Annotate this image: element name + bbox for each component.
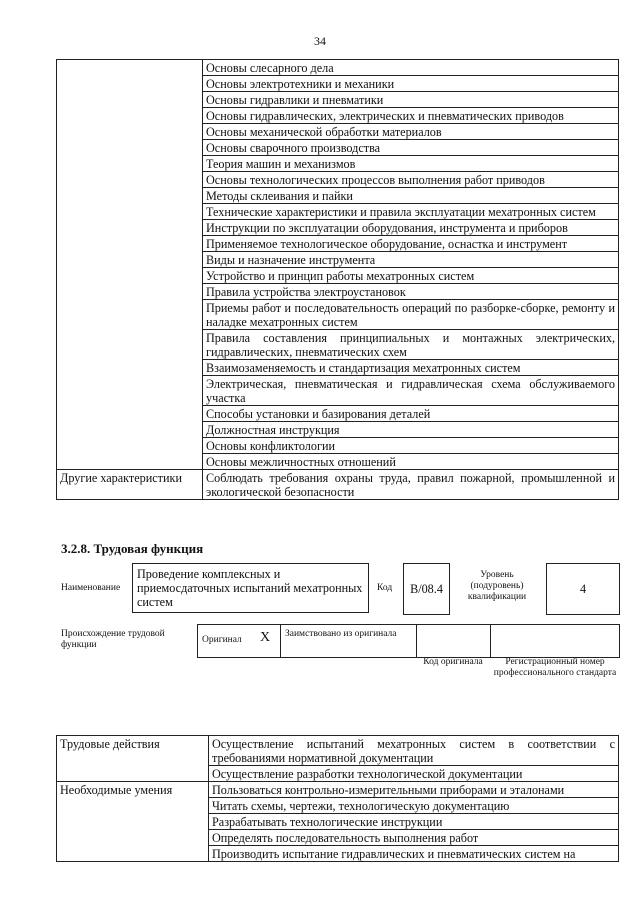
divider <box>416 624 417 657</box>
row-text: Читать схемы, чертежи, технологическую документацию <box>209 798 619 814</box>
table-row <box>57 782 619 798</box>
divider <box>280 624 281 657</box>
row-text: Производить испытание гидравлических и пневматических систем на <box>209 846 619 862</box>
table-row <box>57 846 619 862</box>
function-name-box <box>132 563 369 613</box>
knowledge-item: Основы сварочного производства <box>203 140 619 156</box>
row-label <box>57 846 209 862</box>
row-label <box>57 830 209 846</box>
row-text: Пользоваться контрольно-измерительными приборами и эталонами <box>209 782 619 798</box>
level-value: 4 <box>579 582 587 596</box>
row-text: Разрабатывать технологические инструкции <box>209 814 619 830</box>
table-row <box>57 60 619 76</box>
knowledge-item: Взаимозаменяемость и стандартизация мехатронных систем <box>203 360 619 376</box>
knowledge-item: Основы электротехники и механики <box>203 76 619 92</box>
reg-caption: Регистрационный номер профессионального стандарта <box>493 657 617 678</box>
borrowed-label: Заимствовано из оригинала <box>285 629 397 639</box>
row-label: Необходимые умения <box>57 782 209 798</box>
code-label: Код <box>377 583 393 593</box>
other-label: Другие характеристики <box>57 470 203 500</box>
knowledge-item: Устройство и принцип работы мехатронных систем <box>203 268 619 284</box>
row-label: Трудовые действия <box>57 736 209 766</box>
other-text: Соблюдать требования охраны труда, правил пожарной, промышленной и экологической безопасности <box>203 470 619 500</box>
table-row <box>57 814 619 830</box>
knowledge-item: Применяемое технологическое оборудование, оснастка и инструмент <box>203 236 619 252</box>
knowledge-item: Основы межличностных отношений <box>203 454 619 470</box>
knowledge-item: Приемы работ и последовательность операций по разборке-сборке, ремонту и наладке мехатронных систем <box>203 300 619 330</box>
knowledge-item: Способы установки и базирования деталей <box>203 406 619 422</box>
name-label: Наименование <box>61 583 121 593</box>
knowledge-item: Методы склеивания и пайки <box>203 188 619 204</box>
table-row <box>57 830 619 846</box>
knowledge-item: Правила составления принципиальных и монтажных электрических, гидравлических, пневматических схем <box>203 330 619 360</box>
knowledge-item: Основы конфликтологии <box>203 438 619 454</box>
code-box <box>403 563 450 615</box>
row-text: Определять последовательность выполнения работ <box>209 830 619 846</box>
table-row <box>57 766 619 782</box>
knowledge-item: Электрическая, пневматическая и гидравлическая схема обслуживаемого участка <box>203 376 619 406</box>
knowledge-table <box>56 59 619 500</box>
code-value: B/08.4 <box>410 582 443 596</box>
function-name-value: Проведение комплексных и приемосдаточных испытаний мехатронных систем <box>137 567 363 609</box>
row-text: Осуществление испытаний мехатронных систем в соответствии с требованиями нормативной документации <box>209 736 619 766</box>
row-text: Осуществление разработки технологической документации <box>209 766 619 782</box>
table-row <box>57 736 619 766</box>
knowledge-item: Основы гидравлики и пневматики <box>203 92 619 108</box>
knowledge-item: Основы технологических процессов выполнения работ приводов <box>203 172 619 188</box>
code-caption: Код оригинала <box>423 657 483 667</box>
knowledge-item: Инструкции по эксплуатации оборудования, инструмента и приборов <box>203 220 619 236</box>
row-label <box>57 798 209 814</box>
table-row <box>57 470 619 500</box>
page-number: 34 <box>314 34 326 48</box>
knowledge-item: Должностная инструкция <box>203 422 619 438</box>
knowledge-item: Технические характеристики и правила эксплуатации мехатронных систем <box>203 204 619 220</box>
divider <box>490 624 491 657</box>
original-mark: X <box>260 630 271 645</box>
row-label <box>57 814 209 830</box>
knowledge-item: Правила устройства электроустановок <box>203 284 619 300</box>
table-label-cell <box>57 60 203 470</box>
knowledge-item: Теория машин и механизмов <box>203 156 619 172</box>
knowledge-item: Основы механической обработки материалов <box>203 124 619 140</box>
level-label: Уровень (подуровень) квалификации <box>467 570 527 602</box>
knowledge-item: Основы слесарного дела <box>203 60 619 76</box>
level-box <box>546 563 620 615</box>
section-title: 3.2.8. Трудовая функция <box>61 541 204 556</box>
table-row <box>57 798 619 814</box>
origin-label: Происхождение трудовой функции <box>61 629 165 650</box>
knowledge-item: Основы гидравлических, электрических и пневматических приводов <box>203 108 619 124</box>
knowledge-item: Виды и назначение инструмента <box>203 252 619 268</box>
row-label <box>57 766 209 782</box>
original-label: Оригинал <box>202 635 242 645</box>
actions-table <box>56 735 619 862</box>
